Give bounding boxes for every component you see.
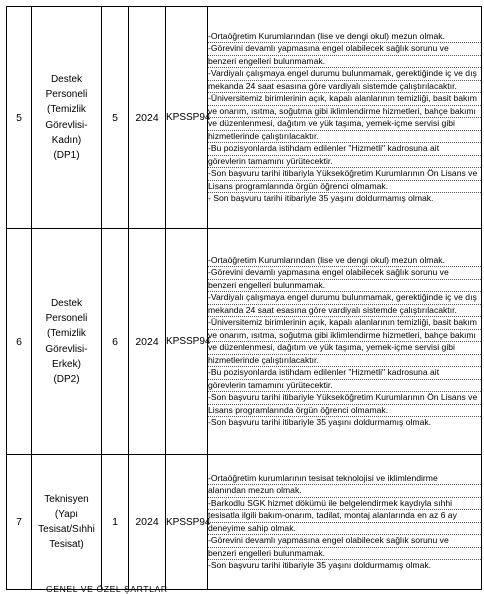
positions-table [6,6,482,590]
requirement-line: -Vardiyalı çalışmaya engel durumu bulunmamak, gerektiğinde iç ve dış [208,68,481,81]
requirement-line: benzeri engelleri bulunmamak. [208,280,481,293]
requirement-line: -Barkodlu SGK hizmet dökümü ile belgelendirmek kaydıyla sıhhi [208,498,481,511]
requirement-line: hizmetlerinde çalıştırılacaktır. [208,355,481,368]
position-title-line: Tesisat/Sıhhi [38,524,95,535]
position-title-cell [32,455,102,590]
section-heading-partial: GENEL VE ÖZEL ŞARTLAR [46,584,168,594]
kpss-score-type-cell: KPSSP94 [166,7,208,229]
requirement-line: -Bu pozisyonlarda istihdam edilenler "Hizmetli" kadrosuna ait [208,143,481,156]
requirements-cell [208,455,482,590]
requirement-line: -Ortaöğretim Kurumlarından (lise ve dengi okul) mezun olmak. [208,255,481,268]
requirement-line: ve onarım, ısıtma, soğutma gibi iklimlendirme hizmetleri, bahçe bakımı [208,330,481,343]
requirement-line: benzeri engelleri bulunmamak. [208,548,481,561]
requirement-line: -Son başvuru tarihi itibariyla Yükseköğretim Kurumlarının Ön Lisans ve [208,168,481,181]
table-row [7,7,482,229]
requirement-line: tesisatla ilgili bakım-onarım, tadilat, montaj alanlarında en az 6 ay [208,510,481,523]
requirement-line: -Görevini devamlı yapmasına engel olabilecek sağlık sorunu ve [208,535,481,548]
kpss-score-type-cell: KPSSP94 [166,455,208,590]
requirement-line: Lisans programlarında örgün öğrenci olmamak. [208,405,481,418]
table-row [7,455,482,590]
position-title-line: Görevlisi- [45,343,88,355]
position-title-line: Personeli [45,313,88,325]
requirement-line: -Son başvuru tarihi itibariyle 35 yaşını doldurmamış olmak. [208,417,432,427]
requirement-line: -Son başvuru tarihi itibariyle Yükseköğretim Kurumlarının Ön Lisans ve [208,392,481,405]
position-count-cell: 6 [102,229,129,455]
position-title-line: (Temizlik [47,328,86,340]
position-title-line: (Temizlik [47,104,86,116]
requirement-line: görevlerin tamamını yürütecektir. [208,156,481,169]
kpss-year-cell: 2024 [129,229,166,455]
requirement-line: ve düzenlenmesi, dağıtım ve yük taşıma, yemek-içme servisi gibi [208,342,481,355]
requirement-line: -Vardiyalı çalışmaya engel durumu bulunmamak, gerektiğinde iç ve dış [208,292,481,305]
requirement-line: -Bu pozisyonlarda istihdam edilenler "Hizmetli" kadrosuna ait [208,367,481,380]
table-row [7,229,482,455]
row-number-cell: 5 [7,7,32,229]
requirement-line: ve onarım, ısıtma, soğutma gibi iklimlendirme hizmetleri, bahçe bakımı [208,106,481,119]
requirement-line: -Son başvuru tarihi itibariyle 35 yaşını doldurmamış olmak. [208,560,432,570]
position-title-line: Teknisyen [44,493,89,505]
requirements-cell [208,229,482,455]
requirement-line: benzeri engelleri bulunmamak. [208,56,481,69]
requirement-line: Lisans programlarında örgün öğrenci olmamak. [208,181,481,194]
requirement-line: -Üniversitemiz birimlerinin açık, kapalı alanlarının temizliği, basit bakım [208,93,481,106]
requirement-line: -Görevini devamlı yapmasına engel olabilecek sağlık sorunu ve [208,267,481,280]
requirement-line: alanından mezun olmak. [208,485,481,498]
position-title-cell [32,7,102,229]
requirement-line: mekanda 24 saat esasına göre vardiyalı sistemde çalıştırılacaktır. [208,305,481,318]
row-number-cell: 6 [7,229,32,455]
position-count-cell: 5 [102,7,129,229]
kpss-year-cell: 2024 [129,7,166,229]
position-title-line: Personeli [45,89,88,101]
position-count-cell: 1 [102,455,129,590]
requirements-cell [208,7,482,229]
requirement-line: - Son başvuru tarihi itibariyle 35 yaşını doldurmamış olmak. [208,193,434,203]
position-title-line: Kadın) [51,134,82,146]
requirement-line: deneyime sahip olmak. [208,523,481,536]
requirement-line: hizmetlerinde çalıştırılacaktır. [208,131,481,144]
requirement-line: -Ortaöğretim kurumlarının tesisat teknolojisi ve iklimlendirme [208,473,481,486]
position-title-line: Görevlisi- [45,119,88,131]
kpss-score-type-cell: KPSSP94 [166,229,208,455]
requirement-line: görevlerin tamamını yürütecektir. [208,380,481,393]
position-title-line: (DP1) [53,149,80,161]
position-title-cell [32,229,102,455]
position-title-line: Erkek) [52,358,81,370]
kpss-year-cell: 2024 [129,455,166,590]
position-title-line: Destek [50,73,83,85]
position-title-line: Destek [50,297,83,309]
requirement-line: -Görevini devamlı yapmasına engel olabilecek sağlık sorunu ve [208,43,481,56]
position-title-line: Tesisat) [49,539,84,551]
position-title-line: (DP2) [53,373,80,385]
row-number-cell: 7 [7,455,32,590]
requirement-line: -Ortaöğretim Kurumlarından (lise ve dengi okul) mezun olmak. [208,31,481,44]
position-title-line: (Yapı [54,508,79,520]
requirement-line: mekanda 24 saat esasına göre vardiyalı sistemde çalıştırılacaktır. [208,81,481,94]
requirement-line: -Üniversitemiz birimlerinin açık, kapalı alanlarının temizliği, basit bakım [208,317,481,330]
requirement-line: ve düzenlenmesi, dağıtım ve yük taşıma, yemek-içme servisi gibi [208,118,481,131]
